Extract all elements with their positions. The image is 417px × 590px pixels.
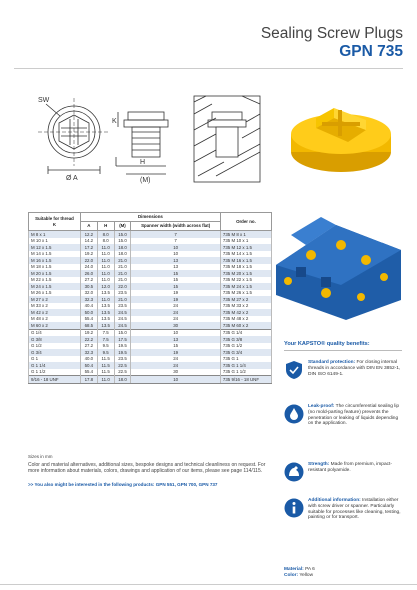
table-cell-h: 7.5 [97, 336, 114, 343]
table-row [29, 329, 272, 336]
table-cell-k: M 16 x 1.5 [29, 257, 81, 264]
table-cell-order: 735 G 1 1/2 [220, 369, 271, 376]
table-cell-sw: 30 [131, 322, 221, 329]
table-cell-a: 32.0 [80, 290, 97, 297]
table-cell-sw: 15 [131, 343, 221, 350]
table-cell-order: 735 M 8 x 1 [220, 231, 271, 238]
col-a-header: A [80, 222, 97, 231]
technical-drawing [16, 82, 268, 202]
table-cell-k: M 33 x 2 [29, 303, 81, 310]
col-suitable-label: Suitable for thread [35, 216, 74, 222]
table-cell-m: 18.0 [114, 244, 131, 251]
table-cell-sw: 13 [131, 257, 221, 264]
table-cell-k: G 1 1/4 [29, 362, 81, 369]
table-cell-order: 735 G 1/4 [220, 329, 271, 336]
table-cell-sw: 19 [131, 296, 221, 303]
page-title: Sealing Screw Plugs [260, 25, 403, 42]
info-icon [284, 498, 304, 518]
table-cell-m: 21.0 [114, 264, 131, 271]
table-cell-order: 735 9/16 - 18 UNF [220, 376, 271, 384]
product-code: GPN 735 [339, 43, 403, 60]
table-cell-h: 13.5 [97, 322, 114, 329]
table-cell-sw: 15 [131, 277, 221, 284]
droplet-icon [284, 404, 304, 424]
table-cell-a: 26.0 [80, 270, 97, 277]
table-cell-m: 21.0 [114, 257, 131, 264]
table-cell-k: M 26 x 1.5 [29, 290, 81, 297]
application-photo [266, 205, 406, 323]
table-body [29, 231, 272, 384]
table-cell-a: 55.4 [80, 369, 97, 376]
quality-title: Your KAPSTO® quality benefits: [284, 341, 370, 347]
col-m-header: (M) [114, 222, 131, 231]
table-cell-a: 55.4 [80, 316, 97, 323]
sizes-note: Sizes in mm [28, 454, 53, 459]
table-cell-m: 24.5 [114, 309, 131, 316]
table-cell-sw: 24 [131, 316, 221, 323]
table-row [29, 376, 272, 384]
feature-text [308, 462, 402, 474]
col-sw-header: Spanner width (width across flat) [131, 222, 221, 231]
table-cell-order: 735 G 1 [220, 356, 271, 363]
table-cell-sw: 13 [131, 264, 221, 271]
table-cell-k: M 18 x 1.5 [29, 264, 81, 271]
table-cell-order: 735 M 22 x 1.5 [220, 277, 271, 284]
table-cell-a: 14.2 [80, 238, 97, 245]
table-cell-h: 8.0 [97, 231, 114, 238]
related-products-link[interactable]: >> You also might be interested in the following products: GPN 551, GPN 700, GPN 737 [28, 482, 218, 487]
plug-photo [278, 90, 404, 190]
material-info [284, 567, 315, 579]
table-row [29, 322, 272, 329]
table-cell-order: 735 M 18 x 1.5 [220, 264, 271, 271]
table-cell-h: 7.5 [97, 329, 114, 336]
table-cell-a: 27.2 [80, 343, 97, 350]
col-order-header: Order no. [220, 213, 271, 231]
table-cell-sw: 10 [131, 251, 221, 258]
table-cell-sw: 7 [131, 231, 221, 238]
table-cell-h: 13.5 [97, 309, 114, 316]
table-cell-h: 11.0 [97, 296, 114, 303]
table-cell-h: 9.5 [97, 349, 114, 356]
table-cell-k: M 10 x 1 [29, 238, 81, 245]
label-h: H [140, 159, 146, 166]
table-cell-m: 21.0 [114, 277, 131, 284]
table-cell-sw: 24 [131, 303, 221, 310]
header-divider [14, 68, 403, 69]
table-cell-h: 11.0 [97, 277, 114, 284]
table-cell-k: M 42 x 2 [29, 309, 81, 316]
quality-divider [284, 350, 402, 351]
table-cell-a: 27.2 [80, 277, 97, 284]
table-cell-order: 735 M 27 x 2 [220, 296, 271, 303]
feature-description: Installation either with screw driver or spanner. Particularly suitable for processes like cleaning, testing, painting or for transport. [308, 498, 401, 521]
color-value: Yellow [298, 573, 314, 578]
table-cell-a: 17.2 [80, 244, 97, 251]
table-cell-h: 11.0 [97, 270, 114, 277]
footer-divider [0, 584, 417, 585]
table-cell-sw: 10 [131, 244, 221, 251]
table-cell-a: 32.3 [80, 349, 97, 356]
table-cell-sw: 10 [131, 329, 221, 336]
table-cell-k: G 3/4 [29, 349, 81, 356]
col-k-label: K [52, 221, 57, 227]
table-cell-a: 50.4 [80, 362, 97, 369]
table-cell-a: 19.2 [80, 329, 97, 336]
col-dimensions-header: Dimensions [80, 213, 220, 222]
col-h-header: H [97, 222, 114, 231]
table-cell-sw: 15 [131, 283, 221, 290]
feature-title: Additional information: [308, 498, 361, 503]
label-k: K [112, 118, 117, 125]
table-cell-h: 11.5 [97, 362, 114, 369]
table-cell-a: 22.2 [80, 336, 97, 343]
table-cell-order: 735 M 33 x 2 [220, 303, 271, 310]
table-cell-order: 735 G 1 1/4 [220, 362, 271, 369]
table-cell-m: 23.5 [114, 356, 131, 363]
table-cell-sw: 24 [131, 356, 221, 363]
table-cell-a: 30.5 [80, 283, 97, 290]
table-cell-order: 735 G 3/4 [220, 349, 271, 356]
feature-text [308, 404, 402, 427]
table-cell-order: 735 G 1/2 [220, 343, 271, 350]
table-cell-m: 17.5 [114, 336, 131, 343]
feature-title: Standard protection: [308, 360, 356, 365]
table-cell-order: 735 M 48 x 2 [220, 316, 271, 323]
table-cell-a: 22.0 [80, 257, 97, 264]
table-cell-m: 15.0 [114, 238, 131, 245]
table-cell-k: M 22 x 1.5 [29, 277, 81, 284]
label-a: Ø A [66, 175, 78, 182]
table-cell-m: 24.5 [114, 316, 131, 323]
table-cell-order: 735 M 60 x 2 [220, 322, 271, 329]
table-cell-a: 40.0 [80, 356, 97, 363]
table-cell-m: 15.0 [114, 329, 131, 336]
table-cell-m: 18.0 [114, 376, 131, 384]
table-cell-sw: 7 [131, 238, 221, 245]
table-cell-h: 13.5 [97, 316, 114, 323]
table-cell-m: 23.5 [114, 303, 131, 310]
table-cell-order: 735 G 3/8 [220, 336, 271, 343]
table-cell-m: 19.5 [114, 343, 131, 350]
table-cell-a: 24.0 [80, 264, 97, 271]
arm-icon [284, 462, 304, 482]
table-cell-k: M 24 x 1.5 [29, 283, 81, 290]
feature-text [308, 360, 402, 377]
front-view [38, 98, 110, 174]
color-label: Color: [284, 573, 299, 578]
table-cell-h: 13.5 [97, 303, 114, 310]
table-row [29, 369, 272, 376]
table-cell-order: 735 M 12 x 1.5 [220, 244, 271, 251]
table-cell-a: 40.4 [80, 303, 97, 310]
table-cell-k: M 12 x 1.5 [29, 244, 81, 251]
table-cell-m: 18.0 [114, 251, 131, 258]
table-cell-m: 21.0 [114, 270, 131, 277]
feature-title: Strength: [308, 462, 330, 467]
dimension-table [28, 212, 272, 384]
table-cell-k: M 27 x 2 [29, 296, 81, 303]
table-cell-h: 11.5 [97, 356, 114, 363]
table-cell-m: 23.5 [114, 290, 131, 297]
table-cell-m: 21.0 [114, 296, 131, 303]
table-cell-order: 735 M 24 x 1.5 [220, 283, 271, 290]
feature-description: Made from premium, impact-resistant polyamide. [308, 462, 392, 473]
table-cell-m: 24.5 [114, 322, 131, 329]
material-label: Material: [284, 567, 304, 572]
feature-title: Leak-proof: [308, 404, 335, 409]
feature-description: For closing internal threads in accordance with DIN EN 3852-1, DIN ISO 6149-1. [308, 360, 401, 377]
table-cell-order: 735 M 14 x 1.5 [220, 251, 271, 258]
table-cell-h: 9.5 [97, 343, 114, 350]
material-value: PA 6 [303, 567, 315, 572]
table-cell-sw: 19 [131, 290, 221, 297]
table-cell-m: 22.5 [114, 362, 131, 369]
table-cell-h: 11.5 [97, 369, 114, 376]
table-cell-m: 15.0 [114, 231, 131, 238]
table-cell-k: M 48 x 2 [29, 316, 81, 323]
table-cell-k: 9/16 - 18 UNF [29, 376, 81, 384]
table-cell-k: G 3/8 [29, 336, 81, 343]
table-cell-k: M 8 x 1 [29, 231, 81, 238]
table-cell-m: 19.5 [114, 349, 131, 356]
table-cell-h: 8.0 [97, 238, 114, 245]
table-cell-m: 22.5 [114, 369, 131, 376]
table-cell-a: 12.2 [80, 231, 97, 238]
table-cell-h: 11.0 [97, 376, 114, 384]
table-cell-h: 11.0 [97, 251, 114, 258]
feature-description: The circumferential sealing lip (no mold-parting feature) prevents the penetration or leaking of liquids depending on the application. [308, 404, 400, 427]
table-cell-a: 32.3 [80, 296, 97, 303]
table-cell-k: M 60 x 2 [29, 322, 81, 329]
table-cell-m: 22.0 [114, 283, 131, 290]
table-cell-order: 735 M 16 x 1.5 [220, 257, 271, 264]
table-row [29, 231, 272, 238]
col-suitable-header [29, 213, 81, 231]
table-cell-sw: 24 [131, 309, 221, 316]
feature-text [308, 498, 402, 521]
table-cell-sw: 13 [131, 336, 221, 343]
label-m: (M) [140, 177, 151, 184]
table-cell-h: 11.0 [97, 257, 114, 264]
table-cell-a: 19.2 [80, 251, 97, 258]
section-view [194, 96, 260, 182]
table-cell-h: 12.0 [97, 283, 114, 290]
table-cell-h: 11.0 [97, 244, 114, 251]
table-cell-h: 11.0 [97, 264, 114, 271]
table-cell-k: G 1/4 [29, 329, 81, 336]
table-cell-k: M 20 x 1.5 [29, 270, 81, 277]
table-cell-sw: 30 [131, 369, 221, 376]
table-cell-a: 50.0 [80, 309, 97, 316]
table-cell-order: 735 M 10 x 1 [220, 238, 271, 245]
info-paragraph: Color and material alternatives, additional sizes, bespoke designs and technical cleanliness on request. For more information about materials, colors, drawings and application of our items, please see page 114/115. [28, 462, 266, 475]
shield-icon [284, 360, 304, 380]
table-cell-order: 735 M 26 x 1.5 [220, 290, 271, 297]
table-cell-order: 735 M 42 x 2 [220, 309, 271, 316]
table-cell-k: M 14 x 1.5 [29, 251, 81, 258]
table-cell-sw: 19 [131, 349, 221, 356]
table-cell-a: 17.8 [80, 376, 97, 384]
table-cell-k: G 1 [29, 356, 81, 363]
label-sw: SW [38, 97, 50, 104]
table-cell-a: 68.5 [80, 322, 97, 329]
table-cell-sw: 15 [131, 270, 221, 277]
table-cell-k: G 1 1/2 [29, 369, 81, 376]
table-cell-order: 735 M 20 x 1.5 [220, 270, 271, 277]
table-cell-h: 13.5 [97, 290, 114, 297]
table-cell-k: G 1/2 [29, 343, 81, 350]
table-cell-sw: 10 [131, 376, 221, 384]
table-cell-sw: 24 [131, 362, 221, 369]
